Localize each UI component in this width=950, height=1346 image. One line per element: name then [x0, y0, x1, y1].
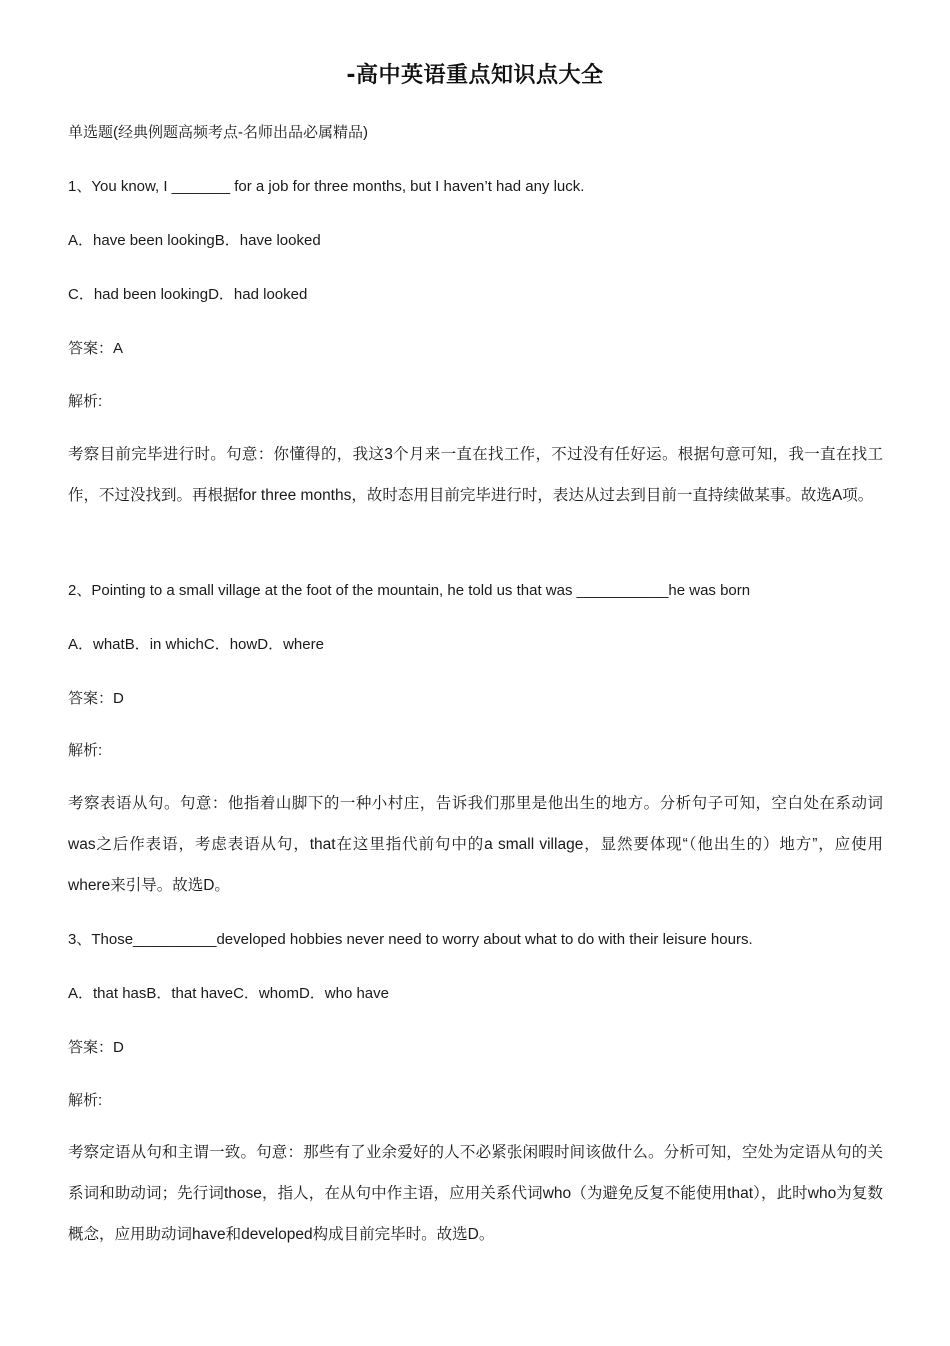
section-heading: 单选题(经典例题高频考点-名师出品必属精品)	[68, 124, 368, 141]
question-2-analysis-label: 解析:	[68, 742, 103, 759]
question-1-analysis: 考察目前完毕进行时。句意：你懂得的，我这3个月来一直在找工作，不过没有任好运。根据句意可知，我一直在找工作，不过没找到。再根据for three months，故时态用目前完毕进行时，表达从过去到目前一直持续做某事。故选A项。	[68, 446, 883, 504]
question-2-options: A．whatB．in whichC．howD．where	[68, 636, 324, 653]
question-1-analysis-label: 解析:	[68, 393, 103, 410]
question-1-options-cd: C．had been lookingD．had looked	[68, 286, 308, 303]
question-3-stem: 3、Those__________developed hobbies never need to worry about what to do with their leisure hours.	[68, 931, 753, 948]
question-3-analysis-label: 解析:	[68, 1092, 103, 1109]
question-1-answer: 答案：A	[68, 340, 124, 357]
document-title: -高中英语重点知识点大全	[346, 63, 604, 88]
question-3-answer: 答案：D	[68, 1039, 124, 1056]
question-3-analysis: 考察定语从句和主谓一致。句意：那些有了业余爱好的人不必紧张闲暇时间该做什么。分析可知，空处为定语从句的关系词和助动词；先行词those，指人，在从句中作主语，应用关系代词who（为避免反复不能使用that），此时who为复数概念，应用助动词have和developed构成目前完毕时。故选D。	[68, 1144, 883, 1243]
question-2-analysis: 考察表语从句。句意：他指着山脚下的一种小村庄，告诉我们那里是他出生的地方。分析句子可知，空白处在系动词was之后作表语，考虑表语从句，that在这里指代前句中的a small village，显然要体现“（他出生的）地方”，应使用where来引导。故选D。	[68, 795, 883, 894]
question-1-options-ab: A．have been lookingB．have looked	[68, 232, 321, 249]
question-1-stem: 1、You know, I _______ for a job for three months, but I haven’t had any luck.	[68, 178, 585, 195]
question-2-stem: 2、Pointing to a small village at the foot of the mountain, he told us that was ___________he was born	[68, 582, 751, 599]
question-2-answer: 答案：D	[68, 690, 124, 707]
question-3-options: A．that hasB．that haveC．whomD．who have	[68, 985, 389, 1002]
